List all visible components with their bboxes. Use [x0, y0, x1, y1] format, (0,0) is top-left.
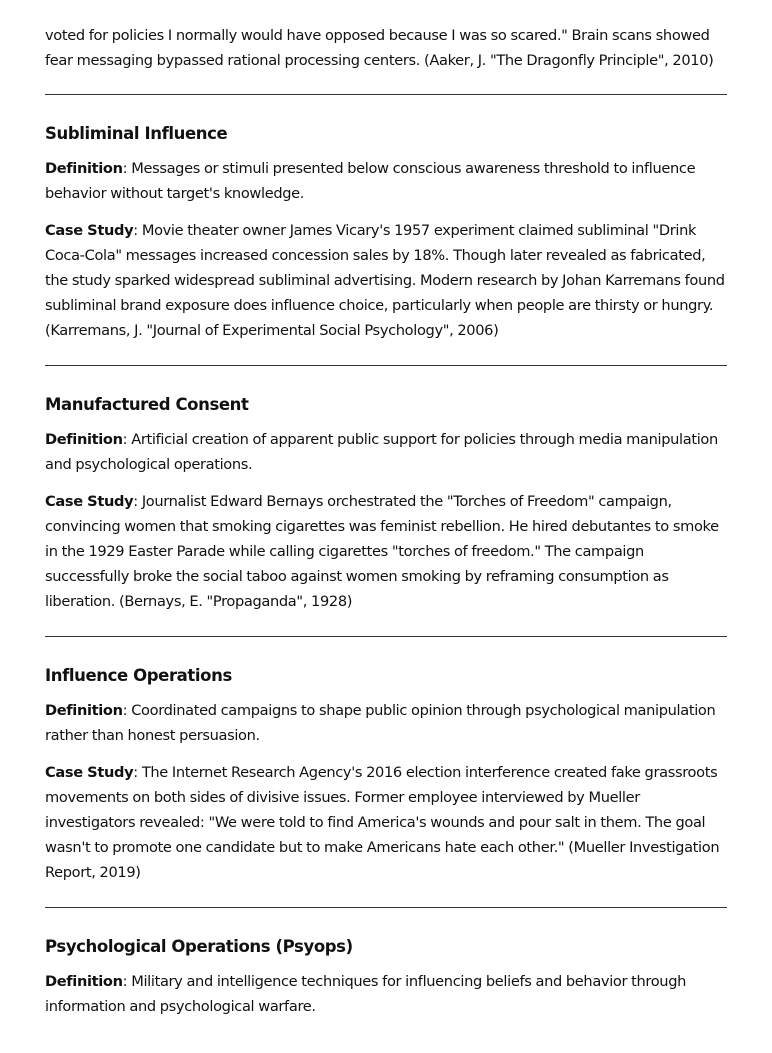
- case-study-paragraph: [45, 489, 727, 614]
- section-influence-operations: [45, 637, 727, 907]
- definition-paragraph: [45, 427, 727, 477]
- definition-paragraph: [45, 969, 727, 1019]
- definition-text: : Messages or stimuli presented below conscious awareness threshold to influence behavior without target's knowledge.: [45, 160, 696, 202]
- definition-text: : Military and intelligence techniques for influencing beliefs and behavior through information and psychological warfare.: [45, 973, 687, 1015]
- section-title: Psychological Operations (Psyops): [45, 937, 353, 956]
- definition-label: Definition: [45, 702, 123, 719]
- definition-label: Definition: [45, 431, 123, 448]
- definition-text: : Artificial creation of apparent public support for policies through media manipulation and psychological operations.: [45, 431, 718, 473]
- section-title: Influence Operations: [45, 666, 232, 685]
- case-study-label: Case Study: [45, 493, 134, 510]
- definition-label: Definition: [45, 973, 123, 990]
- definition-paragraph: [45, 698, 727, 748]
- section-title: Subliminal Influence: [45, 124, 228, 143]
- definition-label: Definition: [45, 160, 123, 177]
- case-study-text: : Journalist Edward Bernays orchestrated the "Torches of Freedom" campaign, convincing women that smoking cigarettes was feminist rebellion. He hired debutantes to smoke in the 1929 Easter Parade while calling cigarettes "torches of freedom." The campaign successfully broke the social taboo against women smoking by reframing consumption as liberation. (Bernays, E. "Propaganda", 1928): [45, 493, 719, 610]
- section-psychological-operations: [45, 908, 727, 1053]
- section-manufactured-consent: [45, 366, 727, 636]
- definition-text: : Coordinated campaigns to shape public opinion through psychological manipulation rather than honest persuasion.: [45, 702, 716, 744]
- definition-paragraph: [45, 156, 727, 206]
- section-title: Manufactured Consent: [45, 395, 249, 414]
- case-study-label: Case Study: [45, 222, 134, 239]
- case-study-text: : The Internet Research Agency's 2016 election interference created fake grassroots movements on both sides of divisive issues. Former employee interviewed by Mueller investigators revealed: "We were told to find America's wounds and pour salt in them. The goal wasn't to promote one candidate but to make Americans hate each other." (Mueller Investigation Report, 2019): [45, 764, 720, 881]
- intro-paragraph: voted for policies I normally would have opposed because I was so scared." Brain scans showed fear messaging bypassed rational processing centers. (Aaker, J. "The Dragonfly Principle", 2010): [45, 27, 714, 69]
- case-study-paragraph: [45, 760, 727, 885]
- section-subliminal-influence: [45, 95, 727, 365]
- case-study-text: : Movie theater owner James Vicary's 1957 experiment claimed subliminal "Drink Coca-Cola" messages increased concession sales by 18%. Though later revealed as fabricated, the study sparked widespread subliminal advertising. Modern research by Johan Karremans found subliminal brand exposure does influence choice, particularly when people are thirsty or hungry. (Karremans, J. "Journal of Experimental Social Psychology", 2006): [45, 222, 725, 339]
- case-study-paragraph: [45, 218, 727, 343]
- case-study-label: Case Study: [45, 764, 134, 781]
